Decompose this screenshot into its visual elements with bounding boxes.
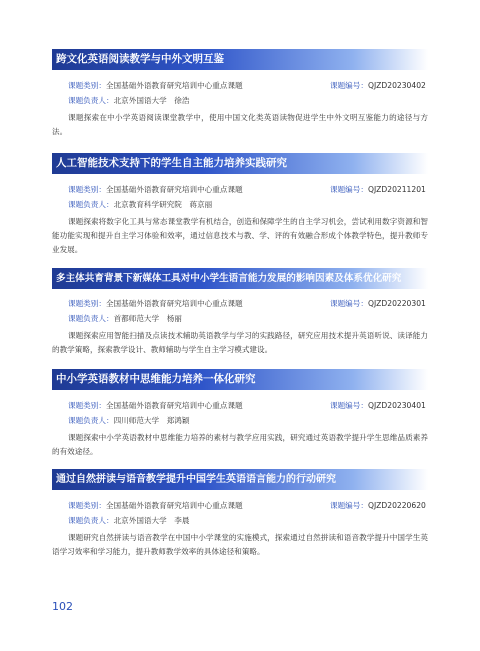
section-title: 跨文化英语阅读教学与中外文明互鉴 — [56, 53, 224, 65]
project-description: 课题探索将数字化工具与常态课堂教学有机结合，创造和保障学生的自主学习机会，尝试利用数字资源和智能功能实现和提升自主学习体验和效率，通过信息技术与教、学、评的有效融合形成个体教学特色，提升教师专业发展。 — [52, 217, 428, 254]
project-leader: 四川师范大学 郑鸿颖 — [113, 416, 190, 425]
project-section-1 — [52, 49, 428, 139]
section-title: 中小学英语教材中思维能力培养一体化研究 — [56, 373, 256, 385]
number-label: 课题编号： — [330, 81, 368, 90]
section-title-bar — [52, 49, 428, 70]
category-label: 课题类别： — [68, 299, 106, 308]
number-label: 课题编号： — [330, 401, 368, 410]
project-leader-row — [52, 413, 428, 428]
number-label: 课题编号： — [330, 185, 368, 194]
project-number: QJZD20230401 — [367, 401, 426, 410]
project-category: 全国基础外语教育研究培训中心重点课题 — [105, 185, 243, 194]
project-section-2 — [52, 153, 428, 257]
project-meta-row — [52, 182, 428, 197]
section-title-bar — [52, 153, 428, 174]
project-section-5 — [52, 469, 428, 559]
number-label: 课题编号： — [330, 501, 368, 510]
category-label: 课题类别： — [68, 501, 106, 510]
project-number: QJZD20230402 — [367, 81, 426, 90]
category-label: 课题类别： — [68, 401, 106, 410]
section-title: 多主体共育背景下新媒体工具对中小学生语言能力发展的影响因素及体系优化研究 — [56, 273, 402, 284]
project-meta-row — [52, 398, 428, 413]
leader-label: 课题负责人： — [68, 314, 114, 323]
section-title-bar — [52, 469, 428, 490]
section-title: 通过自然拼读与语音教学提升中国学生英语语言能力的行动研究 — [56, 474, 336, 485]
project-section-3 — [52, 268, 428, 357]
project-leader-row — [52, 93, 428, 108]
project-number: QJZD20220620 — [367, 501, 426, 510]
project-section-4 — [52, 369, 428, 459]
project-description: 课题研究自然拼读与语音教学在中国中小学课堂的实施模式，探索通过自然拼读和语音教学提升中国学生英语学习效率和学习能力，提升教师教学效率的具体途径和策略。 — [52, 533, 428, 556]
leader-label: 课题负责人： — [68, 96, 114, 105]
category-label: 课题类别： — [68, 81, 106, 90]
number-label: 课题编号： — [330, 299, 368, 308]
project-leader: 北京外国语大学 徐浩 — [113, 96, 190, 105]
project-meta-row — [52, 78, 428, 93]
project-number: QJZD20211201 — [367, 185, 426, 194]
section-title-bar — [52, 268, 428, 289]
project-leader-row — [52, 311, 428, 326]
leader-label: 课题负责人： — [68, 200, 114, 209]
project-category: 全国基础外语教育研究培训中心重点课题 — [105, 401, 243, 410]
project-category: 全国基础外语教育研究培训中心重点课题 — [105, 501, 243, 510]
project-leader-row — [52, 513, 428, 528]
section-title: 人工智能技术支持下的学生自主能力培养实践研究 — [56, 157, 287, 169]
category-label: 课题类别： — [68, 185, 106, 194]
page-number: 102 — [52, 600, 73, 613]
leader-label: 课题负责人： — [68, 516, 114, 525]
project-category: 全国基础外语教育研究培训中心重点课题 — [105, 81, 243, 90]
project-number: QJZD20220301 — [367, 299, 426, 308]
project-category: 全国基础外语教育研究培训中心重点课题 — [105, 299, 243, 308]
project-leader: 北京外国语大学 李晨 — [113, 516, 190, 525]
project-meta-row — [52, 498, 428, 513]
leader-label: 课题负责人： — [68, 416, 114, 425]
project-leader-row — [52, 197, 428, 212]
project-description: 课题探索中小学英语教材中思维能力培养的素材与教学应用实践，研究通过英语教学提升学生思维品质素养的有效途径。 — [52, 433, 428, 456]
project-description: 课题探索在中小学英语阅读课堂教学中，使用中国文化类英语读物促进学生中外文明互鉴能力的途径与方法。 — [52, 113, 428, 136]
section-title-bar — [52, 369, 428, 390]
project-leader: 首都师范大学 杨丽 — [113, 314, 182, 323]
project-leader: 北京教育科学研究院 蒋京丽 — [113, 200, 213, 209]
project-meta-row — [52, 296, 428, 311]
project-description: 课题探索应用智能扫描及点读技术辅助英语教学与学习的实践路径，研究应用技术提升英语听说、读译能力的教学策略，探索教学设计、教师辅助与学生自主学习模式建设。 — [52, 331, 428, 354]
